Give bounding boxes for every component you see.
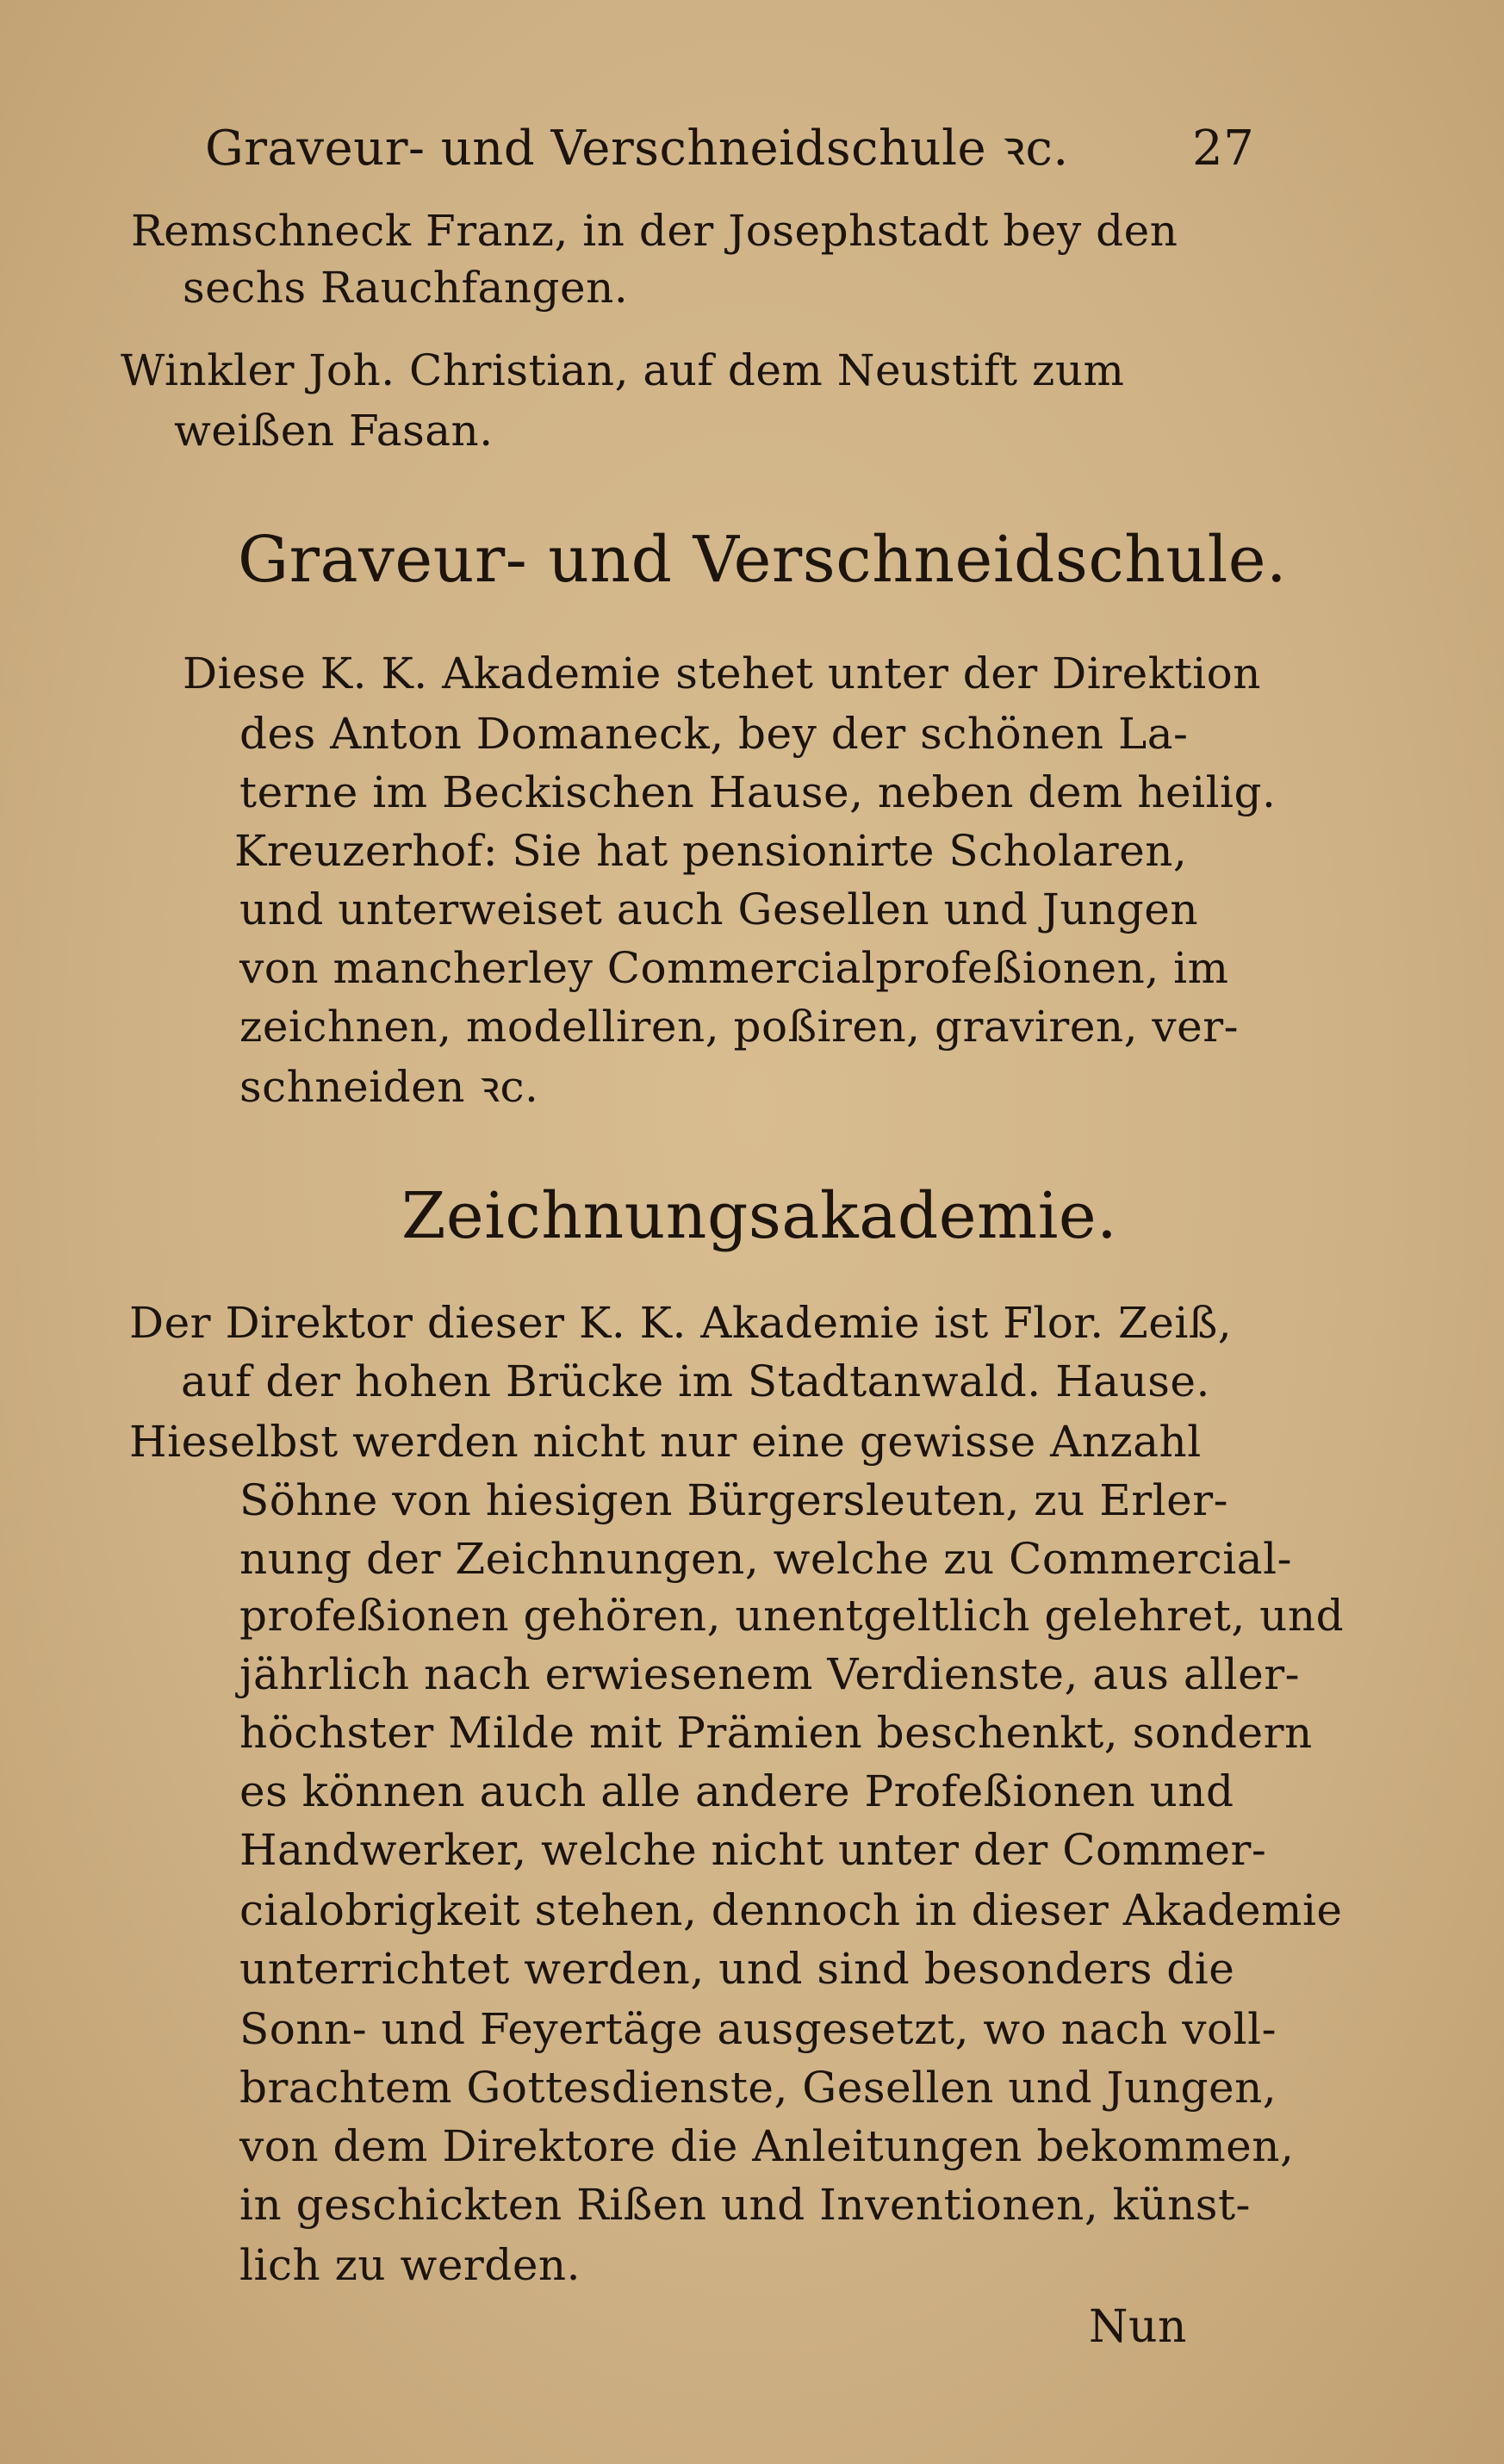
body-line: unterrichtet werden, und sind besonders die xyxy=(239,1944,1235,1994)
body-line: Söhne von hiesigen Bürgersleuten, zu Erler- xyxy=(239,1475,1228,1525)
body-line: höchster Milde mit Prämien beschenkt, sondern xyxy=(239,1708,1313,1758)
body-line: jährlich nach erwiesenem Verdienste, aus aller- xyxy=(239,1649,1300,1699)
body-line: Der Direktor dieser K. K. Akademie ist Flor. Zeiß, xyxy=(129,1298,1233,1348)
body-line: lich zu werden. xyxy=(239,2240,581,2290)
body-line: von mancherley Commercialprofeßionen, im xyxy=(239,943,1229,993)
body-line: Hieselbst werden nicht nur eine gewisse Anzahl xyxy=(129,1417,1202,1467)
running-header: Graveur- und Verschneidschule ꝛc. xyxy=(205,121,1069,177)
body-line: auf der hohen Brücke im Stadtanwald. Hause. xyxy=(181,1356,1210,1406)
body-line: es können auch alle andere Profeßionen und xyxy=(239,1766,1234,1816)
body-line: Diese K. K. Akademie stehet unter der Direktion xyxy=(183,649,1261,698)
body-line: zeichnen, modelliren, poßiren, graviren, ver- xyxy=(239,1002,1240,1052)
body-line: und unterweiset auch Gesellen und Jungen xyxy=(239,884,1199,934)
entry-line: Winkler Joh. Christian, auf dem Neustift zum xyxy=(121,345,1125,395)
section-heading: Zeichnungsakademie. xyxy=(401,1179,1118,1253)
body-line: in geschickten Rißen und Inventionen, künst- xyxy=(239,2180,1251,2230)
body-line: Sonn- und Feyertäge ausgesetzt, wo nach voll- xyxy=(239,2004,1277,2054)
section-heading: Graveur- und Verschneidschule. xyxy=(238,523,1288,597)
body-line: cialobrigkeit stehen, dennoch in dieser Akademie xyxy=(239,1885,1343,1935)
body-line: brachtem Gottesdienste, Gesellen und Jungen, xyxy=(239,2063,1277,2113)
body-line: schneiden ꝛc. xyxy=(239,1062,539,1112)
body-line: profeßionen gehören, unentgeltlich gelehret, und xyxy=(239,1591,1345,1641)
body-line: terne im Beckischen Hause, neben dem heilig. xyxy=(239,767,1277,817)
body-line: des Anton Domaneck, bey der schönen La- xyxy=(239,709,1189,759)
entry-line: sechs Rauchfangen. xyxy=(183,263,629,313)
body-line: Handwerker, welche nicht unter der Commer- xyxy=(239,1825,1267,1875)
body-line: nung der Zeichnungen, welche zu Commercial- xyxy=(239,1534,1292,1584)
catchword: Nun xyxy=(1089,2301,1187,2353)
page-number: 27 xyxy=(1192,121,1255,177)
entry-line: weißen Fasan. xyxy=(174,406,494,456)
body-line: Kreuzerhof: Sie hat pensionirte Scholaren, xyxy=(234,826,1188,876)
entry-line: Remschneck Franz, in der Josephstadt bey den xyxy=(131,206,1178,256)
body-line: von dem Direktore die Anleitungen bekommen, xyxy=(239,2121,1295,2171)
